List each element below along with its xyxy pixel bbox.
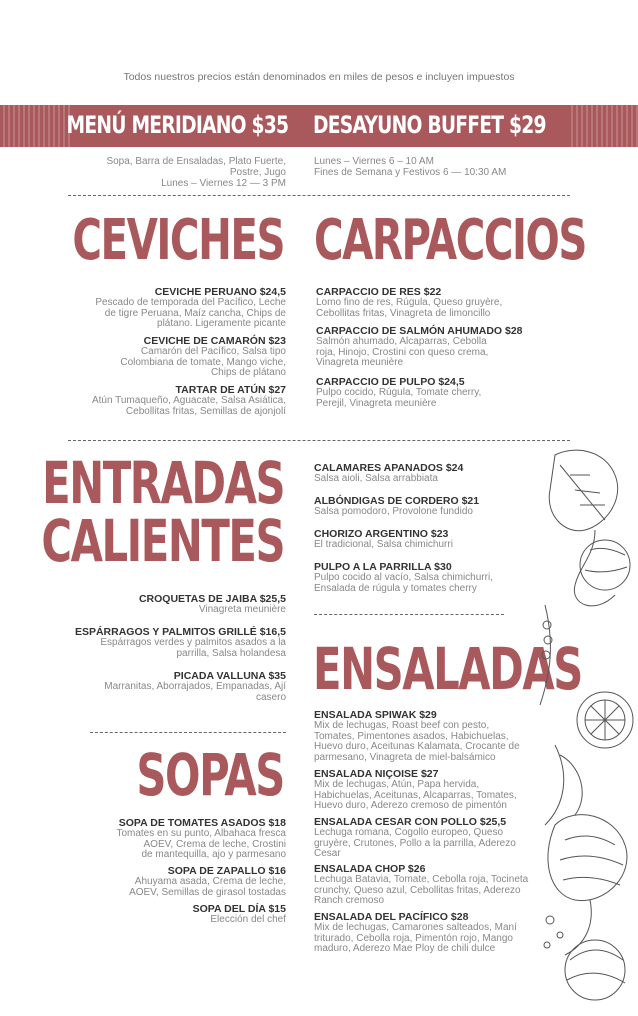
entradas-heading-line1: ENTRADAS — [42, 449, 284, 517]
menu-item — [48, 384, 286, 417]
meridiano-info — [26, 156, 286, 189]
price-note: Todos nuestros precios están denominados en miles de pesos e incluyen impuestos — [123, 71, 515, 83]
item-name: ENSALADA NIÇOISE $27 — [314, 768, 439, 780]
item-desc: Espárragos verdes y palmitos asados a la — [100, 637, 286, 648]
item-desc: Huevo duro, Aderezo cremoso de pimentón — [314, 800, 507, 811]
item-desc: crunchy, Queso azul, Cebollitas fritas, Aderezo — [314, 884, 521, 896]
menu-item — [314, 816, 564, 860]
item-desc: Lechuga romana, Cogollo europeo, Queso — [314, 827, 504, 838]
buffet-info — [314, 156, 594, 178]
item-desc: Atún Tumaqueño, Aguacate, Salsa Asiática, — [91, 395, 286, 406]
banner-texture-right — [568, 105, 638, 147]
menu-item — [314, 911, 564, 955]
desayuno-buffet-title: DESAYUNO BUFFET $29 — [313, 111, 546, 139]
item-name: CROQUETAS DE JAIBA $25,5 — [138, 593, 286, 605]
item-desc: Salsa pomodoro, Provolone fundido — [314, 506, 473, 517]
item-name: ENSALADA SPIWAK $29 — [314, 709, 437, 721]
item-name: PICADA VALLUNA $35 — [173, 670, 286, 682]
menu-item — [48, 335, 286, 379]
item-desc: Chips de plátano — [210, 367, 286, 378]
item-desc: casero — [255, 691, 286, 703]
artichoke-sketch — [548, 815, 627, 901]
menu-item — [48, 865, 286, 898]
item-desc: roja, Hinojo, Crostini con queso crema, — [316, 346, 489, 358]
item-desc: El tradicional, Salsa chimichurri — [314, 539, 453, 550]
leaf-sketch — [549, 450, 617, 531]
item-desc: Habichuelas, Aceitunas, Alcaparras, Tomates, — [314, 789, 517, 801]
menu-item — [316, 376, 554, 409]
item-desc: Pulpo cocido al vacío, Salsa chimichurri, — [314, 572, 493, 583]
item-desc: Mix de lechugas, Roast beef con pesto, — [314, 720, 490, 731]
item-desc: Lechuga Batavia, Tomate, Cebolla roja, Tocineta — [314, 874, 529, 885]
buffet-hours-weekday: Lunes – Viernes 6 – 10 AM — [314, 156, 434, 167]
item-desc: Tomates en su punto, Albahaca fresca — [116, 828, 286, 839]
item-desc: Salmón ahumado, Alcaparras, Cebolla — [316, 336, 487, 347]
menu-meridiano-title: MENÚ MERIDIANO $35 — [66, 111, 288, 139]
menu-item — [314, 528, 552, 551]
item-name: CALAMARES APANADOS $24 — [314, 462, 464, 474]
item-desc: Perejil, Vinagreta meunière — [316, 397, 437, 409]
entradas-heading-line2: CALIENTES — [41, 507, 284, 575]
item-desc: Cebollitas fritas, Semillas de ajonjolí — [125, 405, 286, 417]
item-desc: AOEV, Semillas de girasol tostadas — [129, 886, 286, 898]
menu-item — [26, 593, 286, 616]
item-desc: Ranch cremoso — [314, 895, 385, 906]
beet-lines — [585, 548, 627, 572]
item-desc: Tomates, Pimentones asados, Habichuelas, — [314, 730, 509, 742]
menu-item — [48, 903, 286, 926]
item-name: ENSALADA CHOP $26 — [314, 863, 426, 875]
item-name: TARTAR DE ATÚN $27 — [175, 384, 286, 396]
section-divider — [90, 732, 286, 733]
item-desc: AOEV, Crema de leche, Crostini — [143, 838, 286, 850]
menu-item — [48, 817, 286, 861]
menu-banner — [0, 105, 638, 147]
item-name: SOPA DEL DÍA $15 — [192, 903, 286, 915]
item-name: CARPACCIO DE SALMÓN AHUMADO $28 — [316, 325, 523, 337]
item-desc: Mix de lechugas, Atún, Papa hervida, — [314, 779, 480, 790]
item-desc: Cesar — [314, 848, 341, 859]
item-desc: de tigre Peruana, Maíz cancha, Chips de — [104, 307, 286, 319]
cabbage-sketch — [565, 940, 625, 1000]
item-desc: Lomo fino de res, Rúgula, Queso gruyère, — [316, 297, 503, 308]
item-desc: triturado, Cebolla roja, Pimentón rojo, Mango — [314, 932, 513, 944]
banner-texture-left — [0, 105, 70, 147]
menu-item — [314, 768, 564, 812]
item-desc: Mix de lechugas, Camarones salteados, Maní — [314, 922, 517, 933]
menu-item — [316, 325, 554, 369]
item-name: ENSALADA CESAR CON POLLO $25,5 — [314, 816, 507, 828]
item-name: CARPACCIO DE RES $22 — [316, 286, 442, 298]
menu-item — [48, 286, 286, 330]
menu-item — [314, 709, 564, 763]
item-name: ALBÓNDIGAS DE CORDERO $21 — [314, 495, 480, 507]
menu-item — [48, 670, 286, 703]
item-name: CEVICHE PERUANO $24,5 — [154, 286, 286, 298]
item-name: ENSALADA DEL PACÍFICO $28 — [314, 911, 469, 923]
item-desc: Pescado de temporada del Pacífico, Leche — [95, 297, 286, 308]
meridiano-line: Sopa, Barra de Ensaladas, Plato Fuerte, — [106, 156, 286, 167]
item-name: CARPACCIO DE PULPO $24,5 — [316, 376, 465, 388]
item-desc: Ahuyama asada, Crema de leche, — [134, 876, 286, 887]
item-desc: Camarón del Pacífico, Salsa tipo — [140, 346, 286, 357]
section-divider — [314, 614, 504, 615]
section-divider — [68, 195, 570, 196]
meridiano-hours: Lunes – Viernes 12 — 3 PM — [161, 178, 286, 189]
ceviches-heading: CEVICHES — [72, 208, 284, 273]
item-desc: de mantequilla, ajo y parmesano — [141, 849, 286, 860]
menu-item — [316, 286, 554, 319]
item-desc: Huevo duro, Aceitunas Kalamata, Crocante de — [314, 741, 520, 752]
item-desc: gruyère, Crutones, Pollo a la parrilla, Aderezo — [314, 837, 516, 849]
leaf-veins — [560, 465, 605, 520]
item-desc: Vinagreta meunière — [316, 357, 404, 368]
menu-item — [314, 863, 570, 907]
beet-sketch — [580, 540, 630, 590]
item-name: CHORIZO ARGENTINO $23 — [314, 528, 449, 540]
item-name: ESPÁRRAGOS Y PALMITOS GRILLÉ $16,5 — [74, 626, 286, 638]
item-desc: Vinagreta meunière — [198, 604, 286, 615]
menu-item — [314, 462, 552, 485]
item-desc: Pulpo cocido, Rúgula, Tomate cherry, — [316, 387, 482, 398]
item-desc: Ensalada de rúgula y tomates cherry — [314, 582, 477, 594]
ensaladas-heading: ENSALADAS — [313, 635, 582, 703]
item-desc: plátano. Ligeramente picante — [157, 318, 286, 329]
menu-item — [314, 495, 552, 518]
item-name: CEVICHE DE CAMARÓN $23 — [143, 335, 286, 347]
item-desc: parrilla, Salsa holandesa — [176, 647, 286, 659]
item-desc: Marranitas, Aborrajados, Empanadas, Ají — [104, 681, 286, 692]
item-desc: Colombiana de tomate, Mango viche, — [120, 356, 286, 368]
item-desc: maduro, Aderezo Mae Ploy de chili dulce — [314, 943, 496, 954]
item-name: PULPO A LA PARRILLA $30 — [314, 561, 452, 573]
item-name: SOPA DE ZAPALLO $16 — [167, 865, 286, 877]
buffet-hours-weekend: Fines de Semana y Festivos 6 — 10:30 AM — [314, 167, 507, 178]
item-desc: Elección del chef — [210, 914, 286, 925]
item-name: SOPA DE TOMATES ASADOS $18 — [118, 817, 286, 829]
item-desc: Cebollitas fritas, Vinagreta de limoncillo — [316, 307, 491, 319]
item-desc: parmesano, Vinagreta de miel-balsámico — [314, 751, 496, 763]
menu-item — [0, 626, 286, 659]
herb-sketch — [545, 745, 582, 825]
section-divider — [68, 440, 570, 441]
carpaccios-heading: CARPACCIOS — [314, 208, 587, 273]
item-desc: Salsa aioli, Salsa arrabbiata — [314, 473, 438, 484]
vegetable-sketch-illustration — [535, 445, 638, 1016]
meridiano-line: Postre, Jugo — [229, 167, 286, 178]
menu-item — [314, 561, 552, 594]
sopas-heading: SOPAS — [136, 741, 284, 809]
